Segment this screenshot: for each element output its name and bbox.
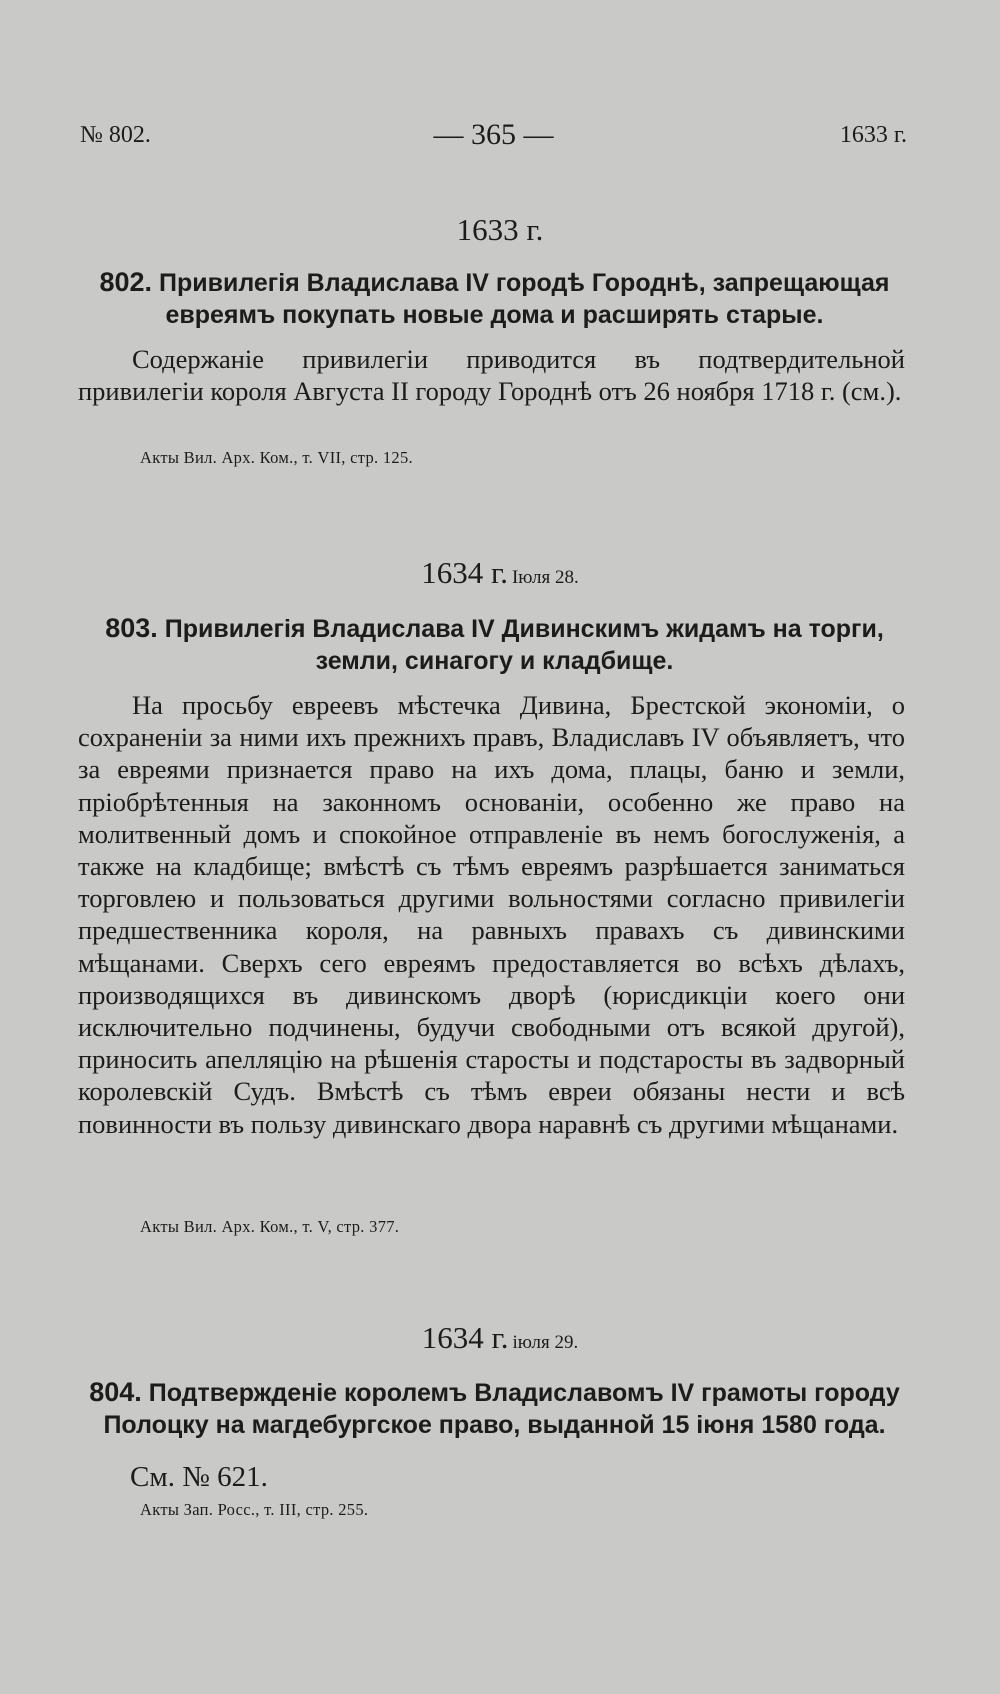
entry-number: 804. [89,1377,142,1407]
entry-title: Подтвержденіе королемъ Владиславомъ IV грамоты городу Полоцку на магдебургское право, выданной 15 іюня 1580 года. [103,1379,900,1439]
entry-heading [72,612,917,677]
entry-year [0,1320,1000,1356]
entry-text: Содержаніе привилегіи приводится въ подтвердительной привилегіи короля Августа II городу Городнѣ отъ 26 ноября 1718 г. (см.). [78,344,905,407]
entry-date: іюля 29. [512,1332,579,1353]
year-label: 1633 г. [456,212,544,247]
entry-date: Іюля 28. [511,567,579,588]
header-year: 1633 г. [839,122,907,148]
running-head [80,118,907,162]
entry-source: Акты Зап. Росс., т. III, стр. 255. [140,1500,369,1519]
page-number: — 365 — [433,118,554,151]
year-label: 1634 г. [421,555,508,590]
cross-reference: См. № 621. [130,1461,268,1493]
entry-number: 803. [105,613,158,643]
entry-text: На просьбу евреевъ мѣстечка Дивина, Брестской экономіи, о сохраненіи за ними ихъ прежнихъ правъ, Владиславъ IV объявляетъ, что за евреями признается право на ихъ дома, плацы, баню и земли, пріобрѣтенныя на законномъ основаніи, особенно же право на молитвенный домъ и спокойное отправленіе въ немъ богослуженія, а также на кладбище; вмѣстѣ съ тѣмъ евреямъ разрѣшается заниматься торговлею и пользоваться другими вольностями согласно привилегіи предшественника короля, на равныхъ правахъ съ дивинскими мѣщанами. Сверхъ сего евреямъ предоставляется во всѣхъ дѣлахъ, производящихся въ дивинскомъ дворѣ (юрисдикціи коего они исключительно подчинены, будучи свободными отъ всякой другой), приносить апелляцію на рѣшенія старосты и подстаросты въ задворный королевскій Судъ. Вмѣстѣ съ тѣмъ евреи обязаны нести и всѣ повинности въ пользу дивинскаго двора наравнѣ съ другими мѣщанами. [78,690,905,1139]
entry-number: 802. [99,267,153,297]
header-entry-number: № 802. [80,122,151,148]
year-label: 1634 г. [421,1320,509,1355]
entry-year [0,555,1000,591]
entry-source: Акты Вил. Арх. Ком., т. V, стр. 377. [140,1217,400,1236]
entry-year [0,212,1000,248]
entry-title: Привилегія Владислава IV Дивинскимъ жидамъ на торги, земли, синагогу и кладбище. [164,615,884,675]
entry-source: Акты Вил. Арх. Ком., т. VII, стр. 125. [140,448,413,467]
entry-heading [72,266,917,331]
entry-heading [72,1376,917,1441]
entry-title: Привилегія Владислава IV городѣ Городнѣ, запрещающая евреямъ покупать новые дома и расширять старые. [158,269,890,329]
